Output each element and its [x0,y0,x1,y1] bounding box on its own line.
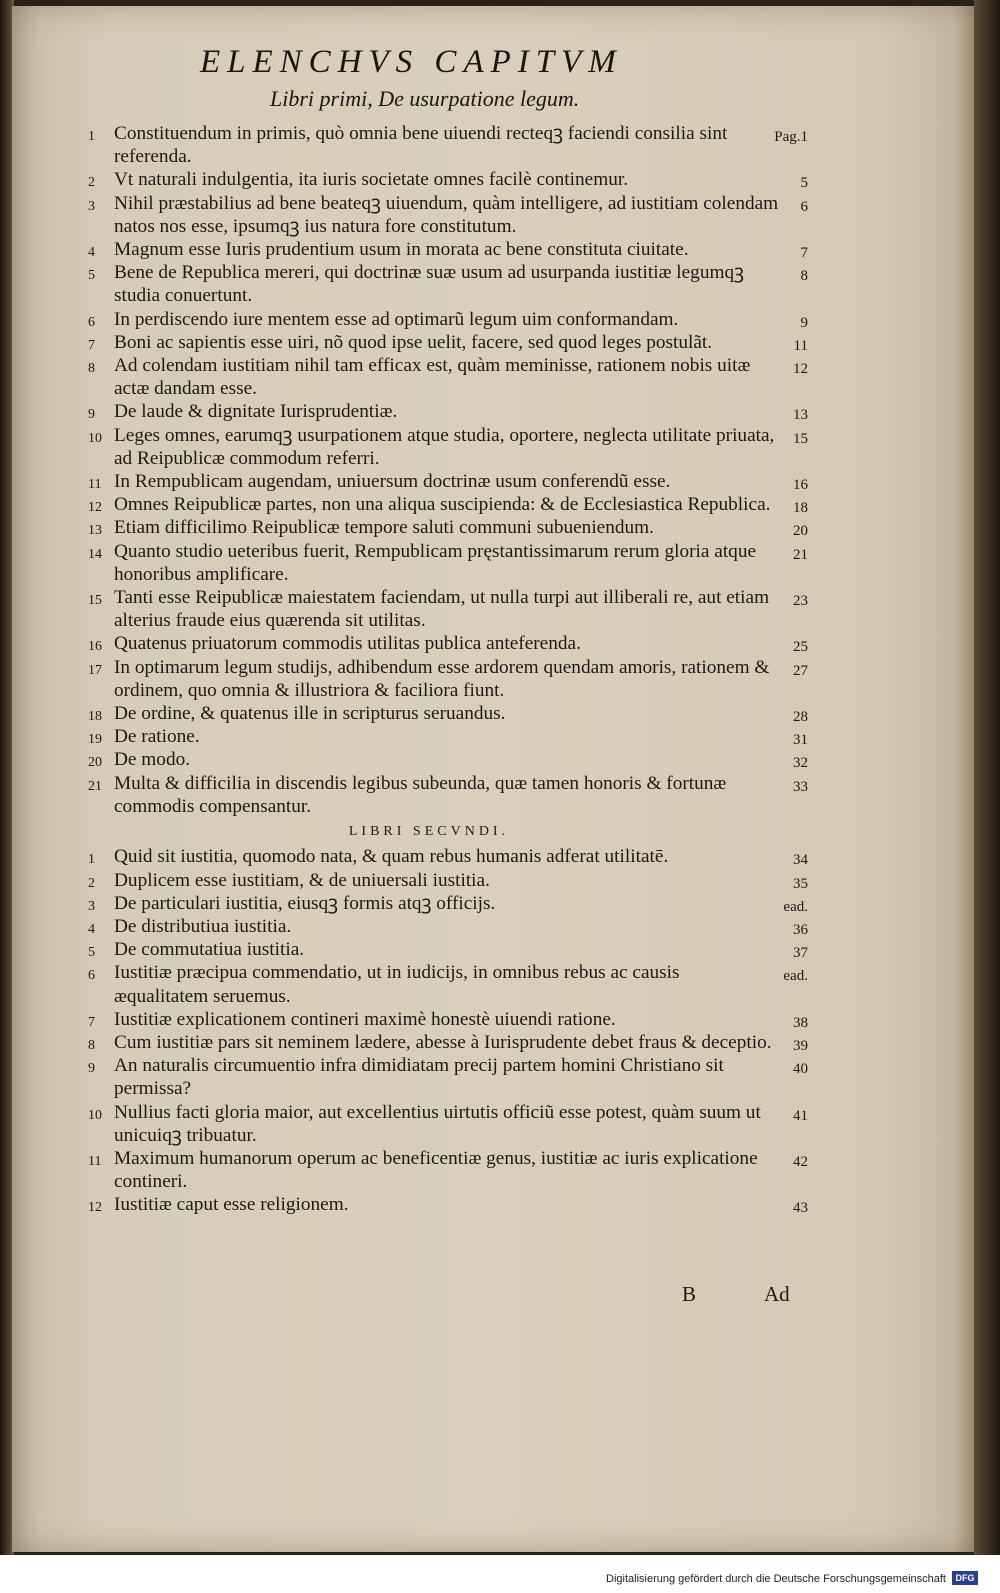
chapter-entry [88,122,810,168]
book-one-chapters [88,122,810,818]
chapter-number: 18 [88,709,102,725]
chapter-title: Leges omnes, earumqꝫ usurpationem atque studia, oportere, neglecta utilitate priuata, ad Reipublicæ commodum referri. [114,424,775,469]
page-reference: 15 [793,430,808,447]
footer-bar [0,1555,1000,1593]
page-reference: ead. [783,898,808,915]
page-reference: 12 [793,361,808,378]
chapter-number: 16 [88,639,102,655]
page-reference: 25 [793,639,808,656]
chapter-title: De ordine, & quatenus ille in scripturus seruandus. [114,703,506,725]
chapter-number: 11 [88,1153,102,1169]
chapter-number: 9 [88,407,95,423]
chapter-title: Cum iustitiæ pars sit neminem lædere, abesse à Iurisprudente debet fraus & deceptio. [114,1031,772,1053]
chapter-title: Tanti esse Reipublicæ maiestatem faciendam, ut nulla turpi aut illiberali re, aut etiam alterius fraude eius quærenda sit utilitas. [114,587,770,632]
chapter-title: In Rempublicam augendam, uniuersum doctrinæ usum conferendũ esse. [114,471,671,493]
chapter-entry [88,308,810,331]
page-reference: 27 [793,662,808,679]
page-reference: 43 [793,1200,808,1217]
chapter-entry [88,892,810,915]
page-reference: 7 [800,245,808,262]
chapter-number: 9 [88,1061,95,1077]
chapter-title: Multa & difficilia in discendis legibus subeunda, quæ tamen honoris & fortunæ commodis compensantur. [114,772,727,817]
page-reference: 42 [793,1153,808,1170]
chapter-number: 8 [88,361,95,377]
chapter-number: 2 [88,175,95,191]
chapter-number: 12 [88,500,102,516]
chapter-number: 13 [88,523,102,539]
chapter-entry [88,586,810,632]
page-reference: 40 [793,1061,808,1078]
chapter-entry [88,400,810,423]
page-reference: 32 [793,755,808,772]
page-reference: 9 [800,314,808,331]
chapter-entry [88,632,810,655]
page-reference: 34 [793,852,808,869]
chapter-entry [88,516,810,539]
chapter-number: 3 [88,198,95,214]
chapter-title: De laude & dignitate Iurisprudentiæ. [114,401,398,423]
chapter-title: Bene de Republica mereri, qui doctrinæ suæ usum ad usurpanda iustitiæ legumqꝫ studia conuertunt. [114,262,744,307]
page-reference: 13 [793,407,808,424]
chapter-number: 7 [88,1014,95,1030]
chapter-title: In perdiscendo iure mentem esse ad optimarũ legum uim conformandam. [114,308,679,330]
chapter-title: Nihil præstabilius ad bene beateqꝫ uiuendum, quàm intelligere, ad iustitiam colendam natos nos esse, ipsumqꝫ ius natura fore constitutum. [114,192,779,237]
signature-mark: B [682,1282,697,1306]
page-reference: ead. [783,968,808,985]
chapter-entry [88,845,810,868]
footer-credit: Digitalisierung gefördert durch die Deutsche Forschungsgemeinschaft [606,1573,946,1585]
chapter-entry [88,702,810,725]
chapter-entry [88,238,810,261]
chapter-number: 1 [88,852,95,868]
chapter-number: 5 [88,945,95,961]
chapter-number: 4 [88,921,95,937]
page-reference: 39 [793,1037,808,1054]
chapter-entry [88,1054,810,1100]
chapter-number: 19 [88,732,102,748]
dfg-logo-icon: DFG [952,1571,978,1585]
chapter-title: Quatenus priuatorum commodis utilitas publica anteferenda. [114,633,581,655]
chapter-number: 8 [88,1037,95,1053]
chapter-title: In optimarum legum studijs, adhibendum esse ardorem quendam amoris, rationem & ordinem, quo omnia & illustriora & faciliora fiunt. [114,656,770,701]
page-reference: 41 [793,1107,808,1124]
chapter-number: 3 [88,898,95,914]
chapter-title: Quanto studio ueteribus fuerit, Rempublicam pręstantissimarum rerum gloria atque honoribus amplificare. [114,540,757,585]
chapter-entry [88,424,810,470]
chapter-title: Nullius facti gloria maior, aut excellentius uirtutis officiũ esse potest, quàm suum ut unicuiqꝫ tribuatur. [114,1101,761,1146]
chapter-entry [88,1031,810,1054]
page-reference: 38 [793,1014,808,1031]
chapter-title: Constituendum in primis, quò omnia bene uiuendi recteqꝫ faciendi consilia sint referenda. [114,123,728,168]
catchword: Ad [764,1282,790,1306]
section-heading: LIBRI SECVNDI. [348,824,510,840]
chapter-number: 7 [88,337,95,353]
page-reference: 31 [793,732,808,749]
chapter-title: Quid sit iustitia, quomodo nata, & quam rebus humanis adferat utilitatē. [114,846,669,868]
chapter-number: 17 [88,662,102,678]
page-reference: 5 [800,175,808,192]
chapter-number: 14 [88,546,102,562]
chapter-title: Iustitiæ præcipua commendatio, ut in iudicijs, in omnibus rebus ac causis æqualitatem seruemus. [114,962,680,1007]
chapter-number: 15 [88,593,102,609]
chapter-title: Magnum esse Iuris prudentium usum in morata ac bene constituta ciuitate. [114,239,689,261]
chapter-title: Iustitiæ caput esse religionem. [114,1194,349,1216]
chapter-number: 10 [88,1107,102,1123]
page-reference: 18 [793,500,808,517]
chapter-number: 6 [88,314,95,330]
page-reference: 8 [800,268,808,285]
chapter-entry [88,938,810,961]
chapter-entry [88,331,810,354]
chapter-number: 6 [88,968,95,984]
book-subtitle: Libri primi, De usurpatione legum. [270,86,580,111]
chapter-entry [88,772,810,818]
chapter-title: Maximum humanorum operum ac beneficentiæ genus, iustitiæ ac iuris explicatione contineri. [114,1147,758,1193]
chapter-number: 21 [88,778,102,794]
chapter-entry [88,168,810,191]
chapter-entry [88,493,810,516]
page-reference: 28 [793,709,808,726]
chapter-entry [88,869,810,892]
chapter-title: De modo. [114,749,191,771]
chapter-entry [88,748,810,771]
chapter-title: Boni ac sapientis esse uiri, nõ quod ipse uelit, facere, sed quod leges postulãt. [114,331,713,353]
chapter-entry [88,1101,810,1147]
chapter-entry [88,915,810,938]
chapter-entry [88,961,810,1007]
chapter-number: 11 [88,477,102,493]
page-reference: 6 [800,198,808,215]
page-reference: 20 [793,523,808,540]
chapter-entry [88,725,810,748]
chapter-entry [88,656,810,702]
chapter-number: 5 [88,268,95,284]
chapter-title: Iustitiæ explicationem contineri maximè honestè uiuendi ratione. [114,1008,616,1030]
chapter-number: 12 [88,1200,102,1216]
page-reference: Pag.1 [774,129,808,145]
chapter-number: 10 [88,430,102,446]
chapter-title: Omnes Reipublicæ partes, non una aliqua suscipienda: & de Ecclesiastica Republica. [114,494,771,516]
chapter-entry [88,192,810,238]
book-two-chapters [88,845,810,1216]
chapter-number: 4 [88,245,95,261]
chapter-title: De ratione. [114,726,200,748]
page-reference: 36 [793,921,808,938]
chapter-title: An naturalis circumuentio infra dimidiatam precij partem homini Christiano sit permissa? [114,1055,724,1100]
page-reference: 37 [793,945,808,962]
chapter-title: Duplicem esse iustitiam, & de uniuersali iustitia. [114,869,490,891]
chapter-number: 1 [88,129,95,144]
page-reference: 16 [793,477,808,494]
chapter-entry [88,540,810,586]
chapter-entry [88,1008,810,1031]
chapter-title: De commutatiua iustitia. [114,939,305,961]
chapter-title: Vt naturali indulgentia, ita iuris societate omnes facilè continemur. [114,169,629,191]
running-title: ELENCHVS CAPITVM [200,44,623,80]
chapter-list [88,122,810,1217]
chapter-entry [88,470,810,493]
chapter-entry [88,261,810,307]
chapter-title: Ad colendam iustitiam nihil tam efficax est, quàm meminisse, rationem nobis uitæ actæ dandam esse. [114,355,751,400]
chapter-title: Etiam difficilimo Reipublicæ tempore saluti communi subueniendum. [114,517,654,539]
chapter-title: De particulari iustitia, eiusqꝫ formis atqꝫ officijs. [114,892,496,914]
chapter-entry [88,354,810,400]
page-reference: 11 [793,337,808,354]
chapter-title: De distributiua iustitia. [114,915,292,937]
page-reference: 23 [793,593,808,610]
chapter-entry [88,1193,810,1216]
page-reference: 21 [793,546,808,563]
chapter-number: 2 [88,875,95,891]
page-reference: 33 [793,778,808,795]
chapter-entry [88,1147,810,1193]
chapter-number: 20 [88,755,102,771]
page-reference: 35 [793,875,808,892]
page-edge [974,0,1000,1555]
